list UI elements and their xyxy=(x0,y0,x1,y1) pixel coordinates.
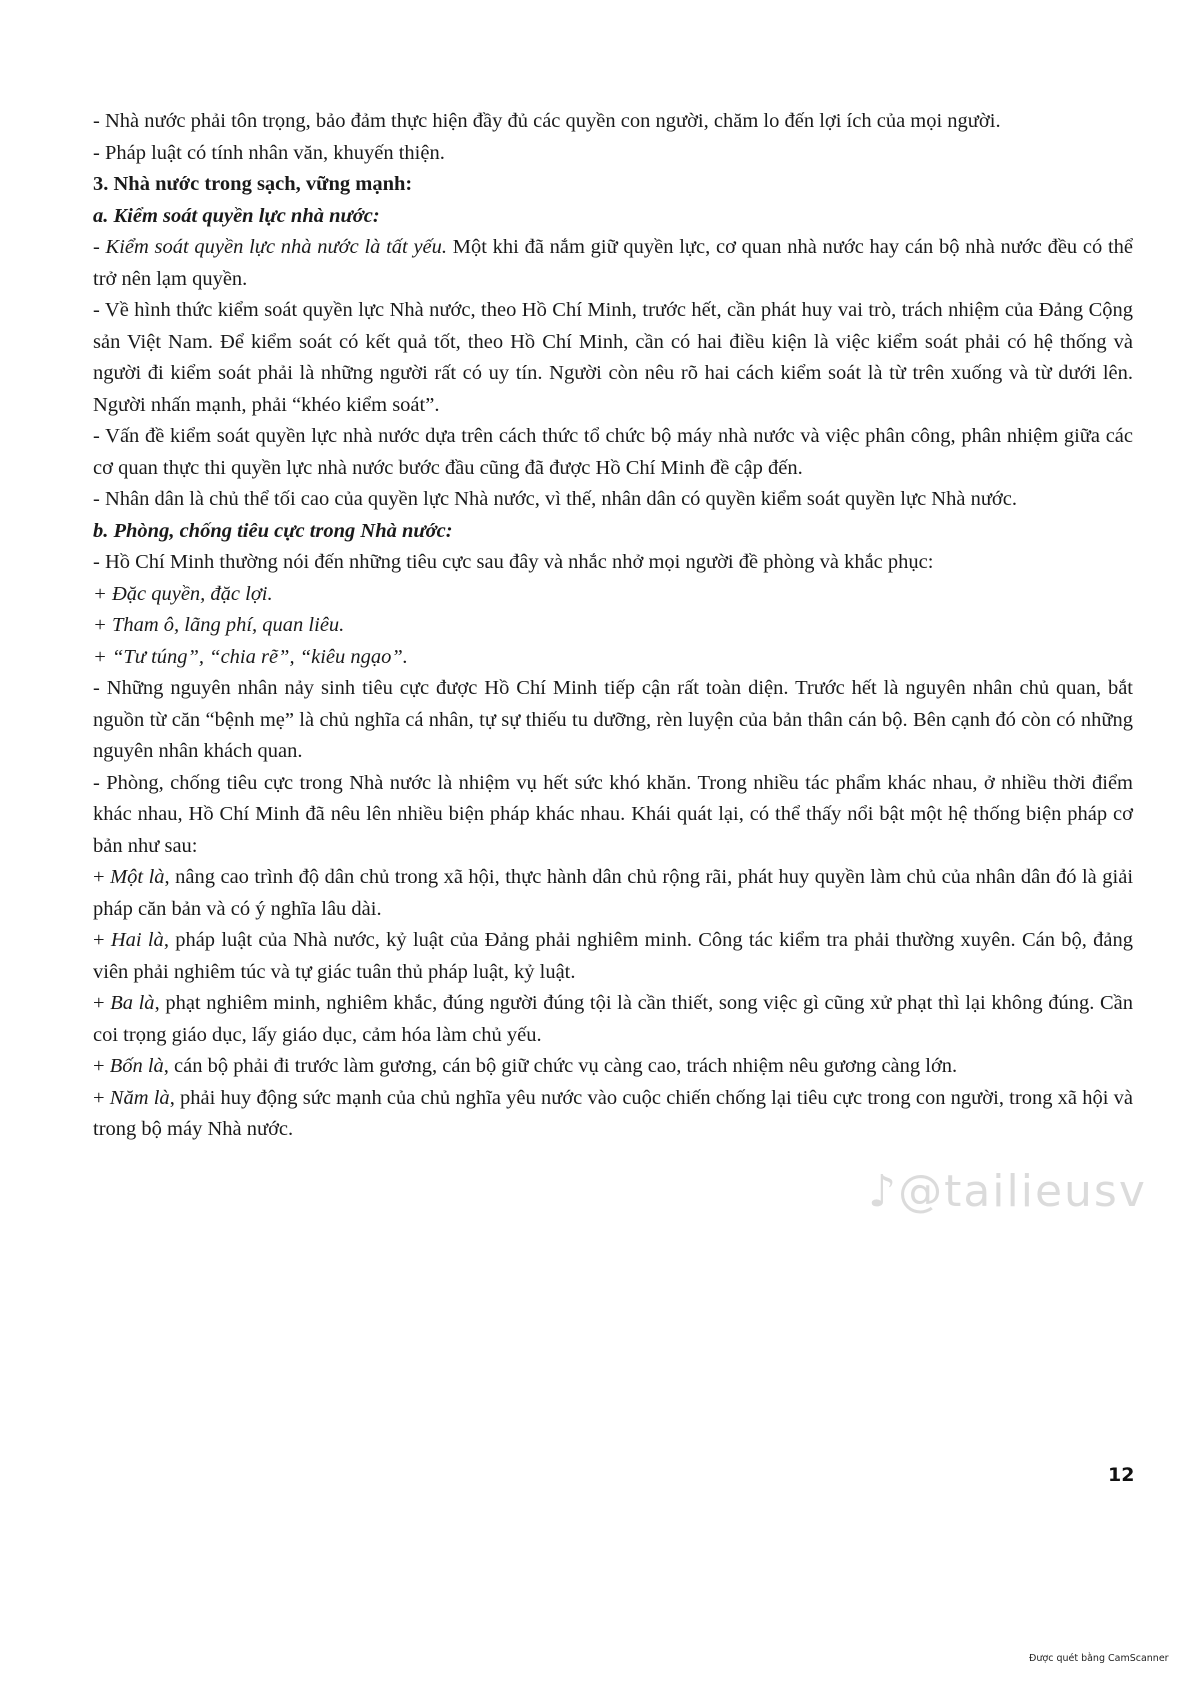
paragraph: - Pháp luật có tính nhân văn, khuyến thiện. xyxy=(93,141,445,164)
paragraph: - Nhà nước phải tôn trọng, bảo đảm thực hiện đầy đủ các quyền con người, chăm lo đến lợi ích của mọi người. xyxy=(93,110,1001,132)
italic-lead: Ba là xyxy=(110,992,155,1014)
list-prefix: + xyxy=(93,1055,110,1077)
paragraph: - Những nguyên nhân nảy sinh tiêu cực được Hồ Chí Minh tiếp cận rất toàn diện. Trước hết là nguyên nhân chủ quan, bắt nguồn từ căn “bệnh mẹ” là chủ nghĩa cá nhân, tự sự thiếu tu dưỡng, rèn luyện của bản thân cán bộ. Bên cạnh đó còn có những nguyên nhân khách quan. xyxy=(93,677,1133,762)
list-item xyxy=(93,988,1133,1051)
italic-lead: Năm là xyxy=(109,1086,170,1109)
list-item-text: , phải huy động sức mạnh của chủ nghĩa yêu nước vào cuộc chiến chống lại tiêu cực trong con người, trong xã hội và trong bộ máy Nhà nước. xyxy=(93,1086,1133,1140)
list-item: + Đặc quyền, đặc lợi. xyxy=(93,582,273,605)
list-item-text: , pháp luật của Nhà nước, kỷ luật của Đảng phải nghiêm minh. Công tác kiểm tra phải thường xuyên. Cán bộ, đảng viên phải nghiêm túc và tự giác tuân thủ pháp luật, kỷ luật. xyxy=(93,929,1133,983)
paragraph: - Hồ Chí Minh thường nói đến những tiêu cực sau đây và nhắc nhở mọi người đề phòng và khắc phục: xyxy=(93,551,934,573)
subsection-heading: b. Phòng, chống tiêu cực trong Nhà nước: xyxy=(93,519,453,542)
list-item xyxy=(93,925,1133,988)
list-prefix: + xyxy=(93,1086,110,1109)
scanner-note: Được quét bằng CamScanner xyxy=(1029,1653,1169,1664)
italic-lead: Bốn là xyxy=(109,1055,164,1077)
paragraph xyxy=(93,232,1133,295)
list-item: + “Tư túng”, “chia rẽ”, “kiêu ngạo”. xyxy=(93,645,408,668)
section-heading: 3. Nhà nước trong sạch, vững mạnh: xyxy=(93,173,413,195)
paragraph: - Nhân dân là chủ thể tối cao của quyền lực Nhà nước, vì thế, nhân dân có quyền kiểm soát quyền lực Nhà nước. xyxy=(93,488,1017,510)
paragraph-text: Một khi đã nắm giữ quyền lực, cơ quan nhà nước hay cán bộ nhà nước đều có thể trở nên lạm quyền. xyxy=(93,236,1134,290)
list-prefix: + xyxy=(93,866,111,888)
list-item-text: , cán bộ phải đi trước làm gương, cán bộ giữ chức vụ càng cao, trách nhiệm nêu gương càng lớn. xyxy=(163,1055,958,1077)
italic-phrase: - Kiểm soát quyền lực nhà nước là tất yếu. xyxy=(93,236,448,258)
paragraph: - Vấn đề kiểm soát quyền lực nhà nước dựa trên cách thức tổ chức bộ máy nhà nước và việc phân công, phân nhiệm giữa các cơ quan thực thi quyền lực nhà nước bước đầu cũng đã được Hồ Chí Minh đề cập đến. xyxy=(93,425,1133,479)
italic-lead: Một là xyxy=(110,866,165,888)
list-prefix: + xyxy=(93,929,111,951)
document-body xyxy=(93,106,1133,1146)
paragraph: - Phòng, chống tiêu cực trong Nhà nước là nhiệm vụ hết sức khó khăn. Trong nhiều tác phẩm khác nhau, ở nhiều thời điểm khác nhau, Hồ Chí Minh đã nêu lên nhiều biện pháp khác nhau. Khái quát lại, có thể thấy nổi bật một hệ thống biện pháp cơ bản như sau: xyxy=(93,771,1133,857)
watermark: ♪@tailieusv xyxy=(868,1166,1147,1217)
subsection-heading: a. Kiểm soát quyền lực nhà nước: xyxy=(93,204,380,227)
list-item-text: , nâng cao trình độ dân chủ trong xã hội, thực hành dân chủ rộng rãi, phát huy quyền làm chủ của nhân dân đó là giải pháp căn bản và có ý nghĩa lâu dài. xyxy=(93,866,1134,920)
page-number: 12 xyxy=(1108,1464,1135,1486)
list-item: + Tham ô, lãng phí, quan liêu. xyxy=(93,614,345,636)
list-item xyxy=(93,1051,1133,1083)
list-item xyxy=(93,1083,1133,1146)
list-item-text: , phạt nghiêm minh, nghiêm khắc, đúng người đúng tội là cần thiết, song việc gì cũng xử phạt thì lại không đúng. Cần coi trọng giáo dục, lấy giáo dục, cảm hóa làm chủ yếu. xyxy=(93,992,1134,1046)
italic-lead: Hai là xyxy=(110,929,164,951)
list-prefix: + xyxy=(93,992,111,1014)
list-item xyxy=(93,862,1133,925)
paragraph: - Về hình thức kiểm soát quyền lực Nhà nước, theo Hồ Chí Minh, trước hết, cần phát huy vai trò, trách nhiệm của Đảng Cộng sản Việt Nam. Để kiểm soát có kết quả tốt, theo Hồ Chí Minh, cần có hai điều kiện là việc kiểm soát phải có hệ thống và người đi kiểm soát phải là những người rất có uy tín. Người còn nêu rõ hai cách kiểm soát là từ trên xuống và từ dưới lên. Người nhấn mạnh, phải “khéo kiểm soát”. xyxy=(93,299,1133,416)
